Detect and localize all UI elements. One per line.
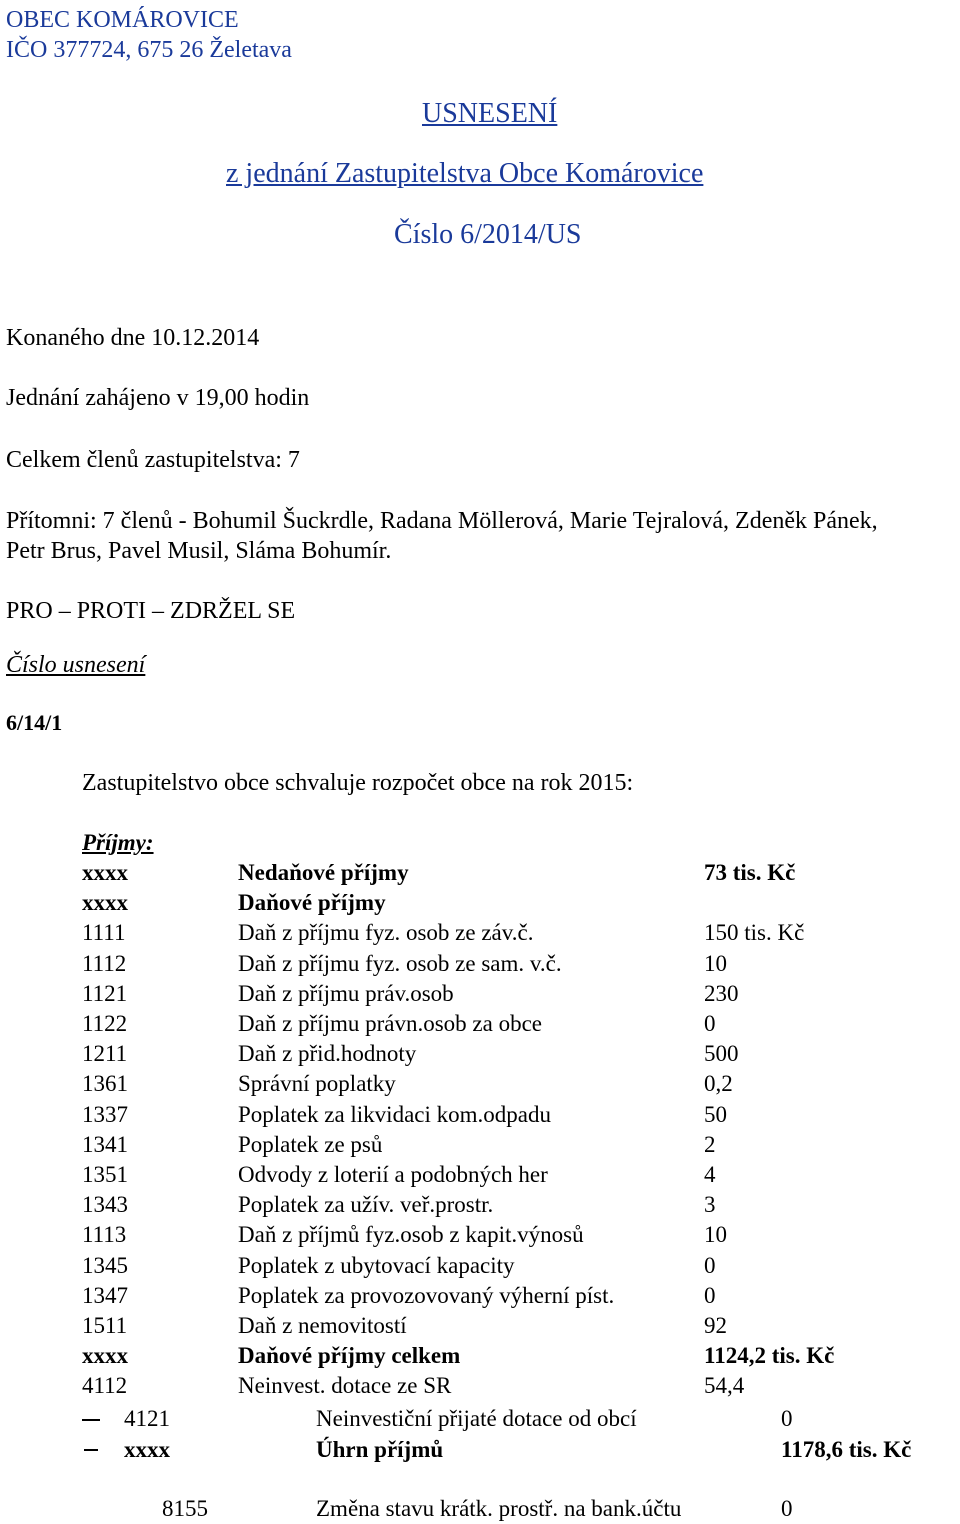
members-total: Celkem členů zastupitelstva: 7: [6, 447, 300, 473]
budget-code: 1361: [82, 1071, 128, 1097]
budget-item-name: Nedaňové příjmy: [238, 860, 409, 885]
budget-code: 1121: [82, 980, 128, 1006]
budget-code: 1341: [82, 1131, 128, 1157]
budget-item-name: Daň z příjmu právn.osob za obce: [238, 1011, 543, 1036]
budget-item-name: Daň z přid.hodnoty: [238, 1041, 417, 1067]
budget-item-name: Úhrn příjmů: [316, 1436, 444, 1462]
present-members-line2: Petr Brus, Pavel Musil, Sláma Bohumír.: [6, 538, 392, 564]
vote-legend: PRO – PROTI – ZDRŽEL SE: [6, 598, 296, 624]
document-title: USNESENÍ: [422, 98, 558, 129]
budget-code: xxxx: [82, 1343, 128, 1369]
resolution-number: 6/14/1: [6, 710, 63, 735]
budget-item-name: Poplatek z ubytovací kapacity: [238, 1252, 515, 1278]
budget-item-name: Poplatek za užív. veř.prostr.: [238, 1192, 494, 1218]
budget-value: 54,4: [704, 1373, 745, 1399]
present-members-line1: Přítomni: 7 členů - Bohumil Šuckrdle, Radana Möllerová, Marie Tejralová, Zdeněk Pánek,: [6, 508, 878, 534]
budget-value: 2: [704, 1131, 716, 1157]
budget-value: 50: [704, 1101, 727, 1127]
meeting-date: Konaného dne 10.12.2014: [6, 325, 260, 351]
budget-value: 73 tis. Kč: [704, 860, 796, 885]
resolution-heading: Číslo usnesení: [6, 652, 146, 678]
budget-value: 10: [704, 1222, 727, 1248]
meeting-start: Jednání zahájeno v 19,00 hodin: [6, 385, 310, 411]
budget-item-name: Poplatek za provozovovaný výherní píst.: [238, 1282, 615, 1308]
budget-item-name: Daň z příjmu fyz. osob ze sam. v.č.: [238, 950, 562, 976]
budget-value: 92: [704, 1313, 727, 1338]
budget-item-name: Daňové příjmy: [238, 890, 386, 916]
budget-value: 3: [704, 1192, 716, 1218]
budget-value: 1124,2 tis. Kč: [704, 1343, 835, 1369]
budget-code: xxxx: [82, 890, 128, 916]
budget-item-name: Daň z příjmu práv.osob: [238, 980, 454, 1006]
budget-value: 4: [704, 1162, 716, 1187]
budget-code: 1337: [82, 1101, 128, 1127]
budget-code: xxxx: [82, 860, 128, 885]
budget-value: 230: [704, 980, 739, 1006]
resolution-text: Zastupitelstvo obce schvaluje rozpočet obce na rok 2015:: [82, 770, 634, 796]
budget-code: xxxx: [124, 1436, 170, 1462]
budget-item-name: Daň z příjmu fyz. osob ze záv.č.: [238, 920, 534, 946]
budget-item-name: Správní poplatky: [238, 1071, 396, 1097]
budget-code: 8155: [162, 1496, 208, 1521]
budget-code: 1347: [82, 1282, 128, 1308]
budget-code: 1345: [82, 1252, 128, 1278]
budget-item-name: Neinvest. dotace ze SR: [238, 1373, 452, 1399]
budget-code: 1113: [82, 1222, 127, 1248]
income-heading: Příjmy:: [82, 830, 154, 855]
dash-mark: [84, 1449, 98, 1451]
budget-code: 1343: [82, 1192, 128, 1218]
budget-item-name: Změna stavu krátk. prostř. na bank.účtu: [316, 1496, 682, 1521]
budget-code: 1122: [82, 1011, 128, 1036]
budget-value: 0: [781, 1406, 793, 1431]
municipality-id-address: IČO 377724, 675 26 Želetava: [6, 37, 292, 63]
budget-item-name: Neinvestiční přijaté dotace od obcí: [316, 1406, 637, 1431]
budget-value: 150 tis. Kč: [704, 920, 805, 946]
budget-code: 4112: [82, 1373, 128, 1399]
budget-code: 1351: [82, 1162, 128, 1187]
budget-code: 4121: [124, 1406, 170, 1431]
budget-value: 0: [704, 1011, 716, 1036]
budget-code: 1211: [82, 1041, 128, 1067]
budget-value: 0: [704, 1252, 716, 1278]
budget-item-name: Daň z příjmů fyz.osob z kapit.výnosů: [238, 1222, 584, 1248]
budget-value: 0: [781, 1496, 793, 1521]
budget-value: 10: [704, 950, 727, 976]
document-number: Číslo 6/2014/US: [394, 219, 582, 250]
budget-value: 1178,6 tis. Kč: [781, 1436, 912, 1462]
budget-item-name: Daňové příjmy celkem: [238, 1343, 461, 1369]
budget-value: 500: [704, 1041, 739, 1067]
budget-code: 1111: [82, 920, 126, 946]
municipality-name: OBEC KOMÁROVICE: [6, 7, 239, 33]
budget-item-name: Poplatek ze psů: [238, 1131, 383, 1157]
budget-value: 0,2: [704, 1071, 733, 1097]
dash-mark: [82, 1419, 100, 1421]
budget-value: 0: [704, 1282, 716, 1308]
budget-item-name: Poplatek za likvidaci kom.odpadu: [238, 1101, 551, 1127]
budget-code: 1511: [82, 1313, 128, 1338]
budget-item-name: Odvody z loterií a podobných her: [238, 1162, 548, 1187]
budget-code: 1112: [82, 950, 127, 976]
document-subtitle: z jednání Zastupitelstva Obce Komárovice: [226, 158, 704, 189]
budget-item-name: Daň z nemovitostí: [238, 1313, 407, 1338]
